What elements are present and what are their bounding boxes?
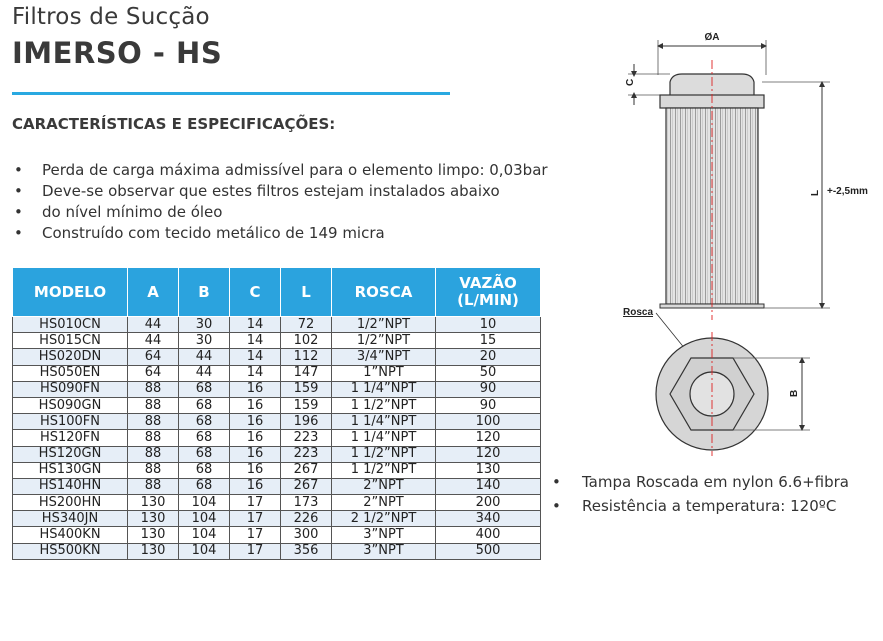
cell-c: 16 bbox=[230, 414, 281, 430]
cell-rosca: 1/2”NPT bbox=[332, 317, 436, 333]
filter-technical-drawing bbox=[590, 20, 883, 460]
cell-vazao: 400 bbox=[436, 527, 541, 543]
table-row bbox=[13, 511, 541, 527]
cell-l: 267 bbox=[281, 462, 332, 478]
cell-modelo: HS090FN bbox=[13, 381, 128, 397]
cell-rosca: 2”NPT bbox=[332, 478, 436, 494]
cell-l: 226 bbox=[281, 511, 332, 527]
table-row bbox=[13, 349, 541, 365]
spec-table bbox=[12, 267, 541, 560]
cell-b: 68 bbox=[179, 381, 230, 397]
table-row bbox=[13, 478, 541, 494]
cell-vazao: 50 bbox=[436, 365, 541, 381]
cell-l: 267 bbox=[281, 478, 332, 494]
length-dimension bbox=[762, 82, 868, 308]
cell-l: 159 bbox=[281, 381, 332, 397]
cell-b: 68 bbox=[179, 478, 230, 494]
page-subtitle: Filtros de Sucção bbox=[12, 4, 210, 30]
cell-a: 44 bbox=[128, 333, 179, 349]
cell-modelo: HS090GN bbox=[13, 397, 128, 413]
cell-modelo: HS500KN bbox=[13, 543, 128, 559]
cell-rosca: 1 1/2”NPT bbox=[332, 446, 436, 462]
cell-rosca: 3/4”NPT bbox=[332, 349, 436, 365]
note-item: • Resistência a temperatura: 120ºC bbox=[548, 494, 849, 518]
cell-l: 196 bbox=[281, 414, 332, 430]
cell-rosca: 1 1/4”NPT bbox=[332, 381, 436, 397]
cell-c: 16 bbox=[230, 478, 281, 494]
cell-b: 30 bbox=[179, 333, 230, 349]
column-header-vazao-line2: (L/MIN) bbox=[457, 291, 519, 309]
column-header-vazao bbox=[436, 268, 541, 317]
cell-a: 130 bbox=[128, 511, 179, 527]
cell-modelo: HS050EN bbox=[13, 365, 128, 381]
table-row bbox=[13, 397, 541, 413]
column-header-c: C bbox=[230, 268, 281, 317]
title-divider bbox=[12, 92, 450, 95]
cell-vazao: 100 bbox=[436, 414, 541, 430]
cell-c: 17 bbox=[230, 527, 281, 543]
cell-c: 14 bbox=[230, 317, 281, 333]
c-label: C bbox=[625, 78, 636, 86]
cell-vazao: 120 bbox=[436, 446, 541, 462]
cell-a: 88 bbox=[128, 478, 179, 494]
cell-b: 68 bbox=[179, 397, 230, 413]
cell-c: 14 bbox=[230, 365, 281, 381]
cell-l: 223 bbox=[281, 446, 332, 462]
cell-a: 64 bbox=[128, 365, 179, 381]
cell-vazao: 130 bbox=[436, 462, 541, 478]
column-header-l: L bbox=[281, 268, 332, 317]
cell-c: 16 bbox=[230, 381, 281, 397]
cell-modelo: HS010CN bbox=[13, 317, 128, 333]
cell-a: 64 bbox=[128, 349, 179, 365]
cell-a: 88 bbox=[128, 430, 179, 446]
cell-rosca: 1/2”NPT bbox=[332, 333, 436, 349]
spec-bullet-list bbox=[12, 160, 548, 244]
cell-l: 159 bbox=[281, 397, 332, 413]
cell-modelo: HS100FN bbox=[13, 414, 128, 430]
cell-c: 17 bbox=[230, 543, 281, 559]
cell-l: 223 bbox=[281, 430, 332, 446]
cell-b: 104 bbox=[179, 511, 230, 527]
cell-modelo: HS130GN bbox=[13, 462, 128, 478]
column-header-b: B bbox=[179, 268, 230, 317]
table-row bbox=[13, 317, 541, 333]
spec-bullet: • Deve-se observar que estes filtros estejam instalados abaixo bbox=[12, 181, 548, 202]
cell-c: 17 bbox=[230, 511, 281, 527]
cell-vazao: 10 bbox=[436, 317, 541, 333]
cell-l: 356 bbox=[281, 543, 332, 559]
cell-modelo: HS015CN bbox=[13, 333, 128, 349]
cell-l: 300 bbox=[281, 527, 332, 543]
cell-vazao: 15 bbox=[436, 333, 541, 349]
table-row bbox=[13, 333, 541, 349]
table-header-row bbox=[13, 268, 541, 317]
table-row bbox=[13, 430, 541, 446]
diameter-label: ØA bbox=[704, 32, 720, 43]
cell-a: 130 bbox=[128, 543, 179, 559]
cell-rosca: 2”NPT bbox=[332, 495, 436, 511]
cell-b: 104 bbox=[179, 527, 230, 543]
filter-bottom-view bbox=[656, 332, 768, 456]
cell-l: 112 bbox=[281, 349, 332, 365]
table-row bbox=[13, 462, 541, 478]
filter-mesh-body bbox=[666, 108, 758, 304]
cell-l: 147 bbox=[281, 365, 332, 381]
cell-vazao: 200 bbox=[436, 495, 541, 511]
cell-vazao: 90 bbox=[436, 381, 541, 397]
cell-rosca: 1 1/4”NPT bbox=[332, 430, 436, 446]
cell-b: 68 bbox=[179, 446, 230, 462]
cell-modelo: HS120FN bbox=[13, 430, 128, 446]
l-label: L bbox=[810, 189, 821, 196]
cell-a: 88 bbox=[128, 414, 179, 430]
b-label: B bbox=[789, 389, 800, 397]
cell-c: 16 bbox=[230, 397, 281, 413]
column-header-rosca: ROSCA bbox=[332, 268, 436, 317]
cell-vazao: 140 bbox=[436, 478, 541, 494]
cell-c: 16 bbox=[230, 446, 281, 462]
cell-a: 88 bbox=[128, 462, 179, 478]
cell-c: 14 bbox=[230, 349, 281, 365]
rosca-label: Rosca bbox=[623, 307, 654, 318]
cell-l: 72 bbox=[281, 317, 332, 333]
cell-modelo: HS140HN bbox=[13, 478, 128, 494]
cell-rosca: 1 1/2”NPT bbox=[332, 397, 436, 413]
table-row bbox=[13, 446, 541, 462]
spec-bullet: • Perda de carga máxima admissível para o elemento limpo: 0,03bar bbox=[12, 160, 548, 181]
cell-vazao: 500 bbox=[436, 543, 541, 559]
table-row bbox=[13, 495, 541, 511]
cell-b: 68 bbox=[179, 430, 230, 446]
cell-modelo: HS120GN bbox=[13, 446, 128, 462]
cell-modelo: HS200HN bbox=[13, 495, 128, 511]
cell-vazao: 340 bbox=[436, 511, 541, 527]
cell-vazao: 90 bbox=[436, 397, 541, 413]
cell-b: 104 bbox=[179, 495, 230, 511]
spec-bullet-continuation bbox=[12, 202, 548, 223]
cell-c: 16 bbox=[230, 430, 281, 446]
table-row bbox=[13, 381, 541, 397]
cell-b: 44 bbox=[179, 365, 230, 381]
cell-l: 102 bbox=[281, 333, 332, 349]
cell-modelo: HS020DN bbox=[13, 349, 128, 365]
cell-b: 30 bbox=[179, 317, 230, 333]
table-row bbox=[13, 365, 541, 381]
cell-rosca: 3”NPT bbox=[332, 543, 436, 559]
section-heading: CARACTERÍSTICAS E ESPECIFICAÇÕES: bbox=[12, 115, 336, 133]
cell-vazao: 20 bbox=[436, 349, 541, 365]
column-header-a: A bbox=[128, 268, 179, 317]
cell-c: 14 bbox=[230, 333, 281, 349]
cell-rosca: 1 1/4”NPT bbox=[332, 414, 436, 430]
cell-a: 88 bbox=[128, 446, 179, 462]
cell-b: 44 bbox=[179, 349, 230, 365]
cell-l: 173 bbox=[281, 495, 332, 511]
tolerance-label: +-2,5mm bbox=[827, 186, 868, 197]
note-item: • Tampa Roscada em nylon 6.6+fibra bbox=[548, 470, 849, 494]
cell-a: 88 bbox=[128, 381, 179, 397]
spec-bullet-text: do nível mínimo de óleo bbox=[42, 203, 223, 221]
page-title: IMERSO - HS bbox=[12, 36, 223, 70]
cell-c: 17 bbox=[230, 495, 281, 511]
cell-rosca: 1 1/2”NPT bbox=[332, 462, 436, 478]
column-header-vazao-line1: VAZÃO bbox=[459, 274, 517, 292]
spec-bullet: • Construído com tecido metálico de 149 micra bbox=[12, 223, 548, 244]
table-row bbox=[13, 543, 541, 559]
cell-rosca: 1”NPT bbox=[332, 365, 436, 381]
cell-modelo: HS400KN bbox=[13, 527, 128, 543]
cell-a: 88 bbox=[128, 397, 179, 413]
notes-list bbox=[548, 470, 849, 518]
table-row bbox=[13, 414, 541, 430]
cell-rosca: 2 1/2”NPT bbox=[332, 511, 436, 527]
cell-b: 104 bbox=[179, 543, 230, 559]
cell-modelo: HS340JN bbox=[13, 511, 128, 527]
cell-b: 68 bbox=[179, 462, 230, 478]
cell-b: 68 bbox=[179, 414, 230, 430]
cell-rosca: 3”NPT bbox=[332, 527, 436, 543]
table-row bbox=[13, 527, 541, 543]
column-header-modelo: MODELO bbox=[13, 268, 128, 317]
cell-a: 44 bbox=[128, 317, 179, 333]
cell-a: 130 bbox=[128, 527, 179, 543]
cell-vazao: 120 bbox=[436, 430, 541, 446]
cell-a: 130 bbox=[128, 495, 179, 511]
cell-c: 16 bbox=[230, 462, 281, 478]
